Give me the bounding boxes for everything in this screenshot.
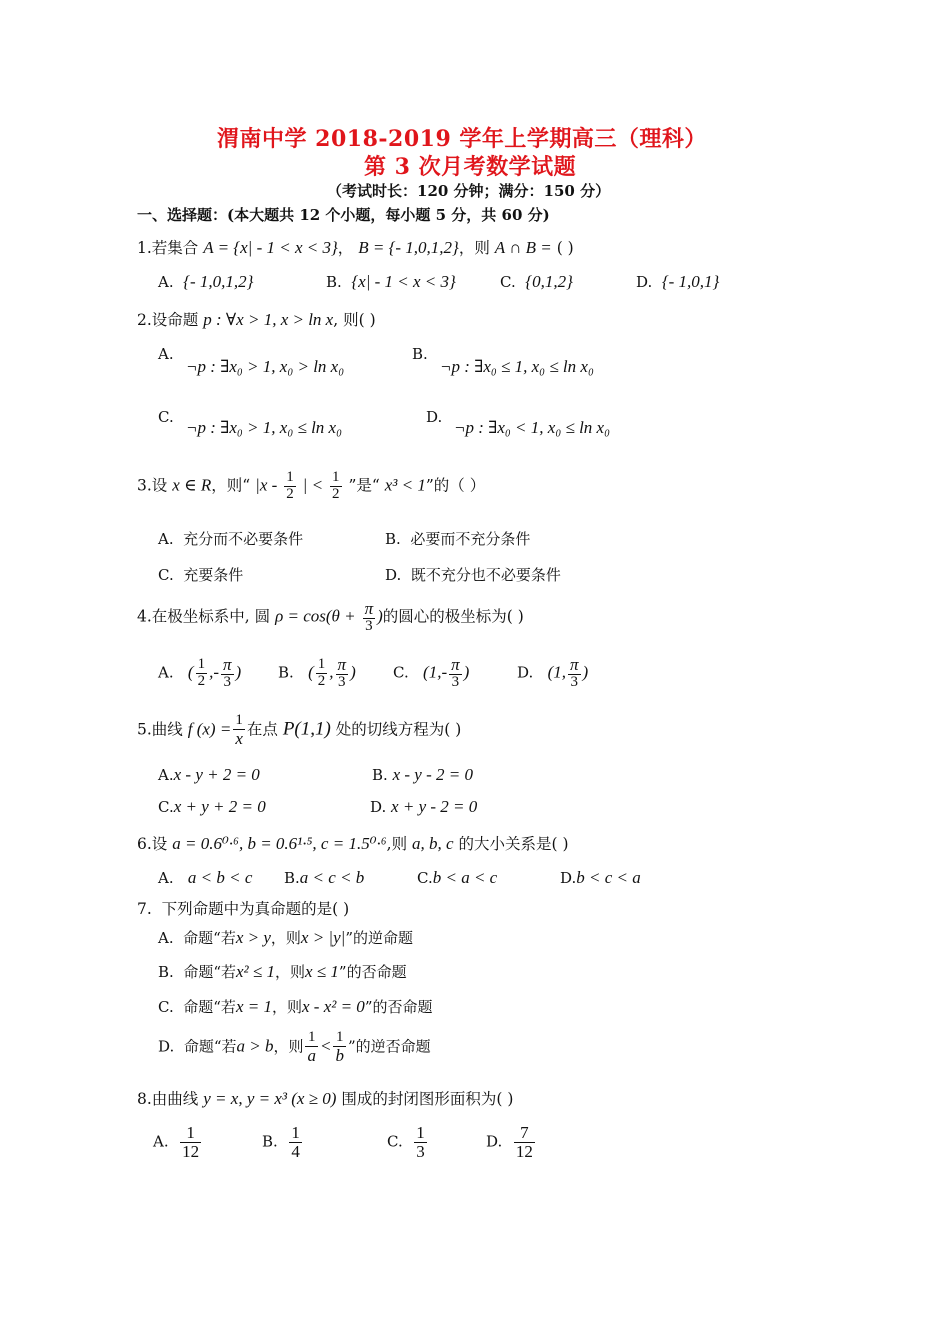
q7-d-n1: 1: [305, 1030, 318, 1047]
q3-frac1-den: 2: [286, 485, 294, 502]
q3-option-d: [385, 564, 561, 585]
q3-option-a-text: 充分而不必要条件: [183, 530, 304, 548]
q4-b-pre: (: [308, 662, 314, 682]
q7-stem: 下列命题中为真命题的是( ): [161, 900, 350, 918]
q1-option-d-text: {- 1,0,1}: [661, 272, 720, 291]
q5-option-c-text: x + y + 2 = 0: [173, 797, 266, 816]
q3-frac1-num: 1: [286, 469, 294, 485]
q5-expr-a: f (x) =: [187, 719, 232, 739]
q2-stem: 设命题: [151, 311, 199, 329]
q3-stem-c: ”是“: [348, 476, 380, 495]
q5-stem-c: 处的切线方程为( ): [335, 720, 462, 739]
q5-fraction: [233, 713, 245, 748]
q1-option-b: [326, 272, 456, 292]
q3-fraction-1: [284, 470, 296, 503]
q4-pi-fraction: [363, 600, 376, 635]
q7-a-expr1: x > y: [235, 928, 271, 947]
q4-a-d2: 3: [223, 673, 232, 690]
q4-b-n1: 1: [317, 656, 326, 673]
question-4-stem: [137, 600, 524, 635]
q6-stem-b: ,则: [386, 835, 408, 853]
q1-option-c: [500, 272, 573, 292]
q4-a-n2: π: [223, 655, 232, 674]
question-6-stem: [137, 832, 569, 854]
q1-option-d: [636, 272, 719, 292]
question-7-stem: [137, 897, 349, 919]
q5-option-d-text: x + y - 2 = 0: [391, 797, 478, 816]
q3-frac2-num: 1: [332, 469, 340, 485]
q2-option-d-label: D.: [426, 408, 443, 426]
q4-stem-b: 的圆心的极坐标为( ): [382, 607, 524, 626]
q1-stem-b: ，则: [458, 239, 490, 257]
q8-expr: y = x, y = x³ (x ≥ 0): [203, 1089, 337, 1108]
q6-option-b-label: B.: [284, 869, 300, 887]
q7-b-part1: 命题“若: [183, 963, 237, 981]
q7-d-lt: <: [319, 1036, 332, 1056]
q3-expr-b: x³ < 1: [384, 475, 426, 495]
q3-stem-d: ”的（ ）: [425, 476, 486, 495]
q6-option-d-text: b < c < a: [576, 868, 641, 887]
q7-option-a: [158, 927, 413, 948]
q4-option-d: [517, 656, 588, 691]
q8-b-num: 1: [291, 1123, 300, 1142]
q4-b-post: ): [350, 662, 356, 682]
q1-option-c-text: {0,1,2}: [525, 272, 573, 291]
q8-option-c: [387, 1124, 429, 1161]
q4-option-b-label: B.: [278, 663, 294, 682]
q2-option-c-label: C.: [158, 408, 174, 426]
q7-d-part3: ”的逆否命题: [347, 1037, 431, 1056]
q7-c-part3: ”的否命题: [364, 998, 433, 1016]
q6-option-c: [417, 868, 497, 888]
q7-d-expr1: a > b: [236, 1036, 274, 1056]
q1-option-c-label: C.: [500, 273, 516, 291]
q3-option-c-text: 充要条件: [183, 566, 244, 584]
q6-number: 6.: [137, 835, 152, 853]
q1-number: 1.: [137, 239, 152, 257]
q4-option-c: [393, 656, 469, 691]
q6-vars: a, b, c: [412, 834, 454, 853]
q8-stem-b: 围成的封闭图形面积为( ): [341, 1090, 514, 1108]
q7-b-part3: ”的否命题: [338, 963, 407, 981]
q7-a-part1: 命题“若: [183, 929, 236, 947]
q4-expr-b: ): [377, 606, 383, 626]
q7-a-part3: ”的逆命题: [345, 929, 413, 947]
q5-option-b-label: B.: [372, 766, 388, 784]
q2-option-c-text: ¬p : ∃x₀ > 1, x₀ ≤ ln x₀: [186, 418, 342, 437]
q4-a-pre: (: [187, 662, 194, 682]
q4-c-frac: [449, 656, 462, 691]
q2-option-b-label: B.: [412, 345, 428, 363]
q8-a-num: 1: [180, 1124, 201, 1143]
q3-number: 3.: [137, 476, 152, 495]
q7-option-b-label: B.: [158, 963, 174, 981]
q5-option-b: [372, 765, 473, 785]
question-2-stem: [137, 308, 376, 330]
q6-option-a-text: a < b < c: [187, 868, 253, 887]
question-3-stem: [137, 470, 485, 503]
q1-option-b-text: {x| - 1 < x < 3}: [351, 272, 456, 291]
q8-option-c-label: C.: [387, 1132, 403, 1151]
q1-paren: ( ): [556, 239, 574, 257]
q5-option-d: [370, 797, 477, 817]
q8-d-frac: [514, 1124, 535, 1161]
q6-option-c-text: b < a < c: [432, 868, 498, 887]
q7-c-expr1: x = 1: [235, 997, 272, 1016]
q1-expr: A ∩ B =: [494, 238, 552, 257]
q2-tail: , 则( ): [333, 311, 376, 329]
q8-option-b: [262, 1124, 304, 1161]
q4-b-n2: π: [337, 655, 347, 674]
q8-option-d-label: D.: [486, 1132, 503, 1151]
q8-c-den: 3: [416, 1141, 425, 1161]
q7-number: 7.: [137, 900, 152, 918]
q3-option-b: [385, 528, 530, 549]
q6-option-a-label: A.: [158, 869, 174, 887]
q5-stem-b: 在点: [246, 720, 278, 739]
q6-option-d-label: D.: [560, 869, 577, 887]
q6-option-a: [158, 868, 252, 888]
q5-number: 5.: [137, 720, 152, 739]
q8-c-num: 1: [416, 1123, 425, 1142]
q4-pi-den: 3: [365, 617, 373, 634]
q2-number: 2.: [137, 311, 152, 329]
q8-option-a-label: A.: [153, 1132, 169, 1151]
q4-stem-a: 在极坐标系中, 圆: [151, 607, 271, 626]
q7-option-c-label: C.: [158, 998, 174, 1016]
q7-a-part2: ，则: [270, 929, 301, 947]
q4-b-frac1: [316, 657, 328, 690]
q3-option-c-label: C.: [158, 566, 174, 584]
q7-d-part1: 命题“若: [183, 1037, 237, 1056]
q4-c-n: π: [451, 655, 460, 674]
q6-option-b-text: a < c < b: [299, 868, 365, 887]
q8-b-frac: [289, 1124, 302, 1161]
q6-expr: a = 0.6⁰·⁶, b = 0.6¹·⁵, c = 1.5⁰·⁶: [172, 834, 387, 853]
q7-b-part2: ，则: [275, 963, 306, 981]
question-8-stem: [137, 1087, 513, 1109]
q6-stem-c: 的大小关系是( ): [458, 835, 569, 853]
q2-option-a-text: ¬p : ∃x₀ > 1, x₀ > ln x₀: [186, 357, 345, 376]
q4-d-frac: [568, 656, 581, 691]
q6-option-b: [284, 868, 364, 888]
q8-c-frac: [414, 1124, 427, 1161]
section-heading: 一、选择题：(本大题共 12 个小题，每小题 5 分，共 60 分): [137, 206, 550, 224]
q7-b-expr2: x ≤ 1: [305, 962, 339, 981]
q1-option-d-label: D.: [636, 273, 653, 291]
q8-d-den: 12: [515, 1141, 533, 1161]
q8-number: 8.: [137, 1090, 152, 1108]
q3-option-b-text: 必要而不充分条件: [410, 530, 531, 548]
q2-option-b-text: ¬p : ∃x₀ ≤ 1, x₀ ≤ ln x₀: [440, 357, 594, 376]
q7-option-d-label: D.: [158, 1037, 175, 1056]
question-1-stem: [137, 236, 574, 258]
q4-a-post: ): [235, 662, 242, 682]
q4-b-d1: 2: [317, 672, 326, 689]
q4-a-frac2: [221, 656, 234, 691]
q4-b-frac2: [336, 656, 349, 691]
q4-option-d-label: D.: [517, 663, 534, 682]
q1-set-b: B = {- 1,0,1,2}: [358, 238, 459, 257]
exam-info: （考试时长：120 分钟；满分：150 分）: [327, 182, 611, 200]
q4-d-n: π: [570, 655, 579, 674]
q3-option-d-text: 既不充分也不必要条件: [410, 566, 561, 584]
q3-option-c: [158, 564, 243, 585]
q5-option-c-label: C.: [158, 798, 174, 816]
q8-d-num: 7: [514, 1124, 535, 1143]
q7-d-n2: 1: [333, 1030, 346, 1047]
q8-a-frac: [180, 1124, 201, 1161]
q7-d-part2: ，则: [273, 1037, 304, 1056]
q1-set-a: A = {x| - 1 < x < 3}: [203, 238, 338, 257]
q3-abs: |x -: [255, 475, 278, 495]
q4-number: 4.: [137, 607, 152, 626]
exam-title-line1: 渭南中学 2018-2019 学年上学期高三（理科）: [217, 126, 707, 152]
q5-option-d-label: D.: [370, 798, 387, 816]
q8-option-b-label: B.: [262, 1132, 278, 1151]
q3-option-a-label: A.: [158, 530, 174, 548]
q7-d-d1: a: [307, 1045, 316, 1065]
q1-stem-a: 若集合: [151, 239, 199, 257]
q4-option-c-label: C.: [393, 663, 409, 682]
q1-sep: ，: [337, 239, 354, 257]
q7-a-expr2: x > |y|: [300, 928, 346, 947]
q1-option-a: [158, 272, 253, 292]
question-5-stem: [137, 713, 461, 748]
q7-c-part1: 命题“若: [183, 998, 236, 1016]
q3-stem-a: 设: [151, 476, 168, 495]
q4-a-frac1: [196, 657, 208, 690]
q3-option-b-label: B.: [385, 530, 401, 548]
q3-stem-b: ，则“: [211, 476, 251, 495]
q7-b-expr1: x² ≤ 1: [236, 962, 275, 981]
q2-expr: p : ∀x > 1, x > ln x: [203, 310, 334, 329]
q3-option-d-label: D.: [385, 566, 402, 584]
q7-d-d2: b: [335, 1045, 344, 1065]
q4-a-mid: ,-: [209, 662, 220, 682]
q8-a-den: 12: [182, 1141, 200, 1161]
q5-frac-den: x: [235, 728, 243, 748]
q4-b-d2: 3: [338, 673, 346, 690]
q5-frac-num: 1: [233, 713, 245, 730]
exam-title-line2: 第 3 次月考数学试题: [364, 154, 577, 180]
q4-expr-a: ρ = cos(θ +: [275, 606, 356, 626]
q7-c-part2: ，则: [271, 998, 302, 1016]
q5-option-c: [158, 797, 266, 817]
q4-d-d: 3: [570, 673, 579, 690]
q5-stem-a: 曲线: [151, 720, 183, 739]
q2-option-a-label: A.: [158, 345, 174, 363]
q4-d-pre: (1,: [547, 662, 566, 682]
q5-option-b-text: x - y - 2 = 0: [392, 765, 473, 784]
q7-option-c: [158, 996, 432, 1017]
q8-option-d: [486, 1124, 537, 1161]
q5-option-a-text: x - y + 2 = 0: [173, 765, 260, 784]
q6-option-d: [560, 868, 641, 888]
q3-fraction-2: [330, 470, 342, 503]
q7-option-b: [158, 961, 407, 982]
q2-option-d-text: ¬p : ∃x₀ < 1, x₀ ≤ ln x₀: [454, 418, 610, 437]
q5-expr-b: P(1,1): [282, 718, 331, 740]
q1-option-b-label: B.: [326, 273, 342, 291]
q1-option-a-label: A.: [158, 273, 174, 291]
q1-option-a-text: {- 1,0,1,2}: [183, 272, 254, 291]
q4-c-d: 3: [451, 673, 460, 690]
q4-d-post: ): [582, 662, 589, 682]
q4-c-post: ): [463, 662, 470, 682]
q4-pi-num: π: [364, 599, 374, 618]
q4-b-mid: ,: [329, 662, 334, 682]
q8-option-a: [153, 1124, 203, 1161]
q4-c-pre: (1,-: [423, 662, 448, 682]
q3-lt: | <: [302, 475, 324, 495]
q6-stem-a: 设: [151, 835, 168, 853]
q3-frac2-den: 2: [332, 485, 340, 502]
q8-stem-a: 由曲线: [151, 1090, 199, 1108]
q8-b-den: 4: [291, 1141, 300, 1161]
q5-option-a: [158, 765, 260, 785]
q3-option-a: [158, 528, 303, 549]
q4-a-d1: 2: [197, 672, 206, 689]
q7-option-a-label: A.: [158, 929, 174, 947]
q4-option-b: [278, 656, 356, 691]
q7-c-expr2: x - x² = 0: [301, 997, 365, 1016]
q5-option-a-label: A.: [158, 766, 174, 784]
q7-d-frac2: [333, 1030, 346, 1065]
q3-expr-a: x ∈ R: [172, 475, 212, 495]
q4-a-n1: 1: [197, 656, 206, 673]
q4-option-a-label: A.: [158, 663, 174, 682]
q6-option-c-label: C.: [417, 869, 433, 887]
q7-d-frac1: [305, 1030, 318, 1065]
q4-option-a: [158, 656, 241, 691]
q7-option-d: [158, 1030, 431, 1065]
